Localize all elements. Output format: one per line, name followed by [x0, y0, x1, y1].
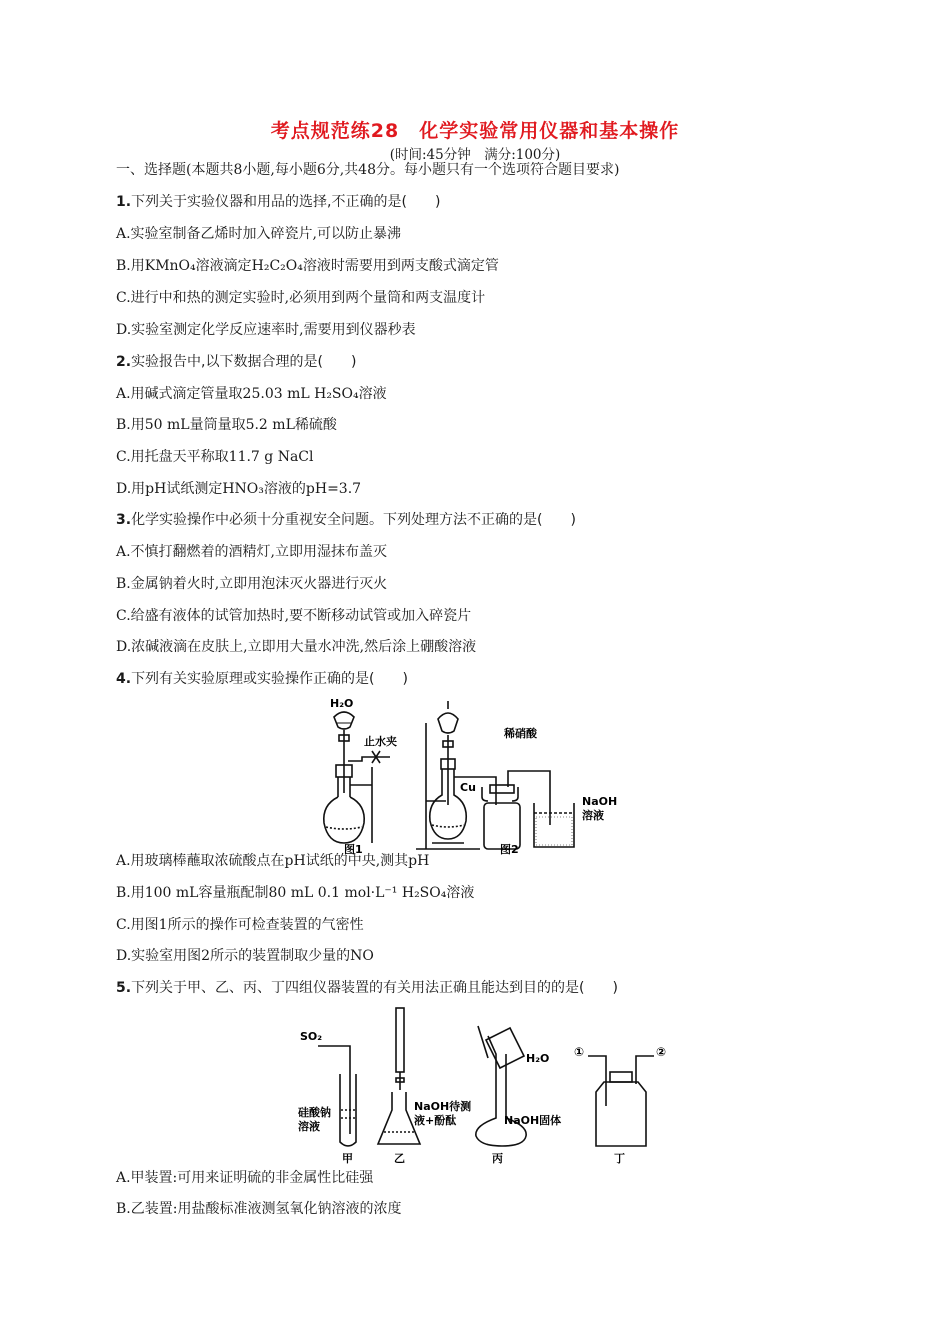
question-3-option-d: D.浓碱液滴在皮肤上,立即用大量水冲洗,然后涂上硼酸溶液	[116, 639, 477, 655]
figure-1-h2o-label: H₂O	[330, 697, 354, 710]
question-3-text: 化学实验操作中必须十分重视安全问题。下列处理方法不正确的是( )	[131, 512, 576, 528]
question-5-figure	[292, 1006, 672, 1166]
question-4-option-c: C.用图1所示的操作可检查装置的气密性	[116, 917, 364, 933]
naoh-test-label-line2: 液+酚酞	[414, 1114, 457, 1127]
label-ding: 丁	[614, 1152, 625, 1165]
question-4-option-b: B.用100 mL容量瓶配制80 mL 0.1 mol·L⁻¹ H₂SO₄溶液	[116, 885, 475, 901]
question-4-text: 下列有关实验原理或实验操作正确的是( )	[131, 671, 408, 687]
question-1-option-d: D.实验室测定化学反应速率时,需要用到仪器秒表	[116, 322, 416, 338]
figure-2-caption: 图2	[500, 843, 519, 855]
question-2-option-a: A.用碱式滴定管量取25.03 mL H₂SO₄溶液	[116, 386, 387, 402]
question-3-option-b: B.金属钠着火时,立即用泡沫灭火器进行灭火	[116, 576, 388, 592]
silicate-label-line1: 硅酸钠	[298, 1106, 331, 1119]
figure-1-caption: 图1	[344, 843, 363, 855]
figure-2-solution-label: 溶液	[582, 809, 604, 822]
figure-2-naoh-label: NaOH	[582, 795, 618, 808]
section-heading: 一、选择题(本题共8小题,每小题6分,共48分。每小题只有一个选项符合题目要求)	[116, 162, 620, 178]
question-5-option-a: A.甲装置:可用来证明硫的非金属性比硅强	[116, 1170, 374, 1186]
question-2-stem	[116, 352, 356, 372]
figure-2-acid-label: 稀硝酸	[504, 727, 537, 740]
question-1-option-b: B.用KMnO₄溶液滴定H₂C₂O₄溶液时需要用到两支酸式滴定管	[116, 258, 499, 274]
apparatus-ding	[588, 1056, 654, 1146]
page-subtitle: (时间:45分钟 满分:100分)	[389, 147, 561, 163]
port-1-label: ①	[574, 1045, 585, 1059]
figure-1-apparatus	[324, 712, 390, 843]
label-bing: 丙	[492, 1152, 503, 1165]
question-1-option-c: C.进行中和热的测定实验时,必须用到两个量筒和两支温度计	[116, 290, 486, 306]
question-4-figure	[320, 693, 640, 855]
bing-h2o-label: H₂O	[526, 1052, 550, 1065]
question-4-stem	[116, 669, 408, 689]
question-5-number: 5.	[116, 980, 132, 996]
apparatus-jia	[318, 1046, 356, 1146]
question-5-option-b: B.乙装置:用盐酸标准液测氢氧化钠溶液的浓度	[116, 1201, 402, 1217]
question-2-option-c: C.用托盘天平称取11.7 g NaCl	[116, 449, 314, 465]
question-5-text: 下列关于甲、乙、丙、丁四组仪器装置的有关用法正确且能达到目的的是( )	[131, 980, 618, 996]
question-2-option-d: D.用pH试纸测定HNO₃溶液的pH=3.7	[116, 481, 362, 497]
question-4-option-d: D.实验室用图2所示的装置制取少量的NO	[116, 948, 374, 964]
silicate-label-line2: 溶液	[298, 1120, 320, 1133]
question-2-text: 实验报告中,以下数据合理的是( )	[131, 354, 357, 370]
question-5-stem	[116, 978, 618, 998]
question-3-option-c: C.给盛有液体的试管加热时,要不断移动试管或加入碎瓷片	[116, 608, 472, 624]
question-1-number: 1.	[116, 194, 132, 210]
question-4-number: 4.	[116, 671, 132, 687]
question-3-option-a: A.不慎打翻燃着的酒精灯,立即用湿抹布盖灭	[116, 544, 388, 560]
figure-2-apparatus	[416, 701, 574, 849]
question-2-number: 2.	[116, 354, 132, 370]
apparatus-bing	[476, 1026, 526, 1146]
port-2-label: ②	[656, 1045, 667, 1059]
label-yi: 乙	[394, 1152, 405, 1165]
page-title: 考点规范练28 化学实验常用仪器和基本操作	[270, 120, 680, 142]
question-1-option-a: A.实验室制备乙烯时加入碎瓷片,可以防止暴沸	[116, 226, 402, 242]
question-1-stem	[116, 192, 440, 212]
figure-1-clamp-label: 止水夹	[364, 735, 397, 748]
question-2-option-b: B.用50 mL量筒量取5.2 mL稀硫酸	[116, 417, 337, 433]
question-3-stem	[116, 510, 576, 530]
figure-2-cu-label: Cu	[460, 781, 476, 794]
naoh-test-label-line1: NaOH待测	[414, 1100, 472, 1113]
question-1-text: 下列关于实验仪器和用品的选择,不正确的是( )	[131, 194, 441, 210]
label-jia: 甲	[342, 1152, 353, 1165]
naoh-solid-label: NaOH固体	[504, 1114, 562, 1127]
so2-label: SO₂	[300, 1030, 323, 1043]
question-4-option-a: A.用玻璃棒蘸取浓硫酸点在pH试纸的中央,测其pH	[116, 853, 430, 869]
question-3-number: 3.	[116, 512, 132, 528]
